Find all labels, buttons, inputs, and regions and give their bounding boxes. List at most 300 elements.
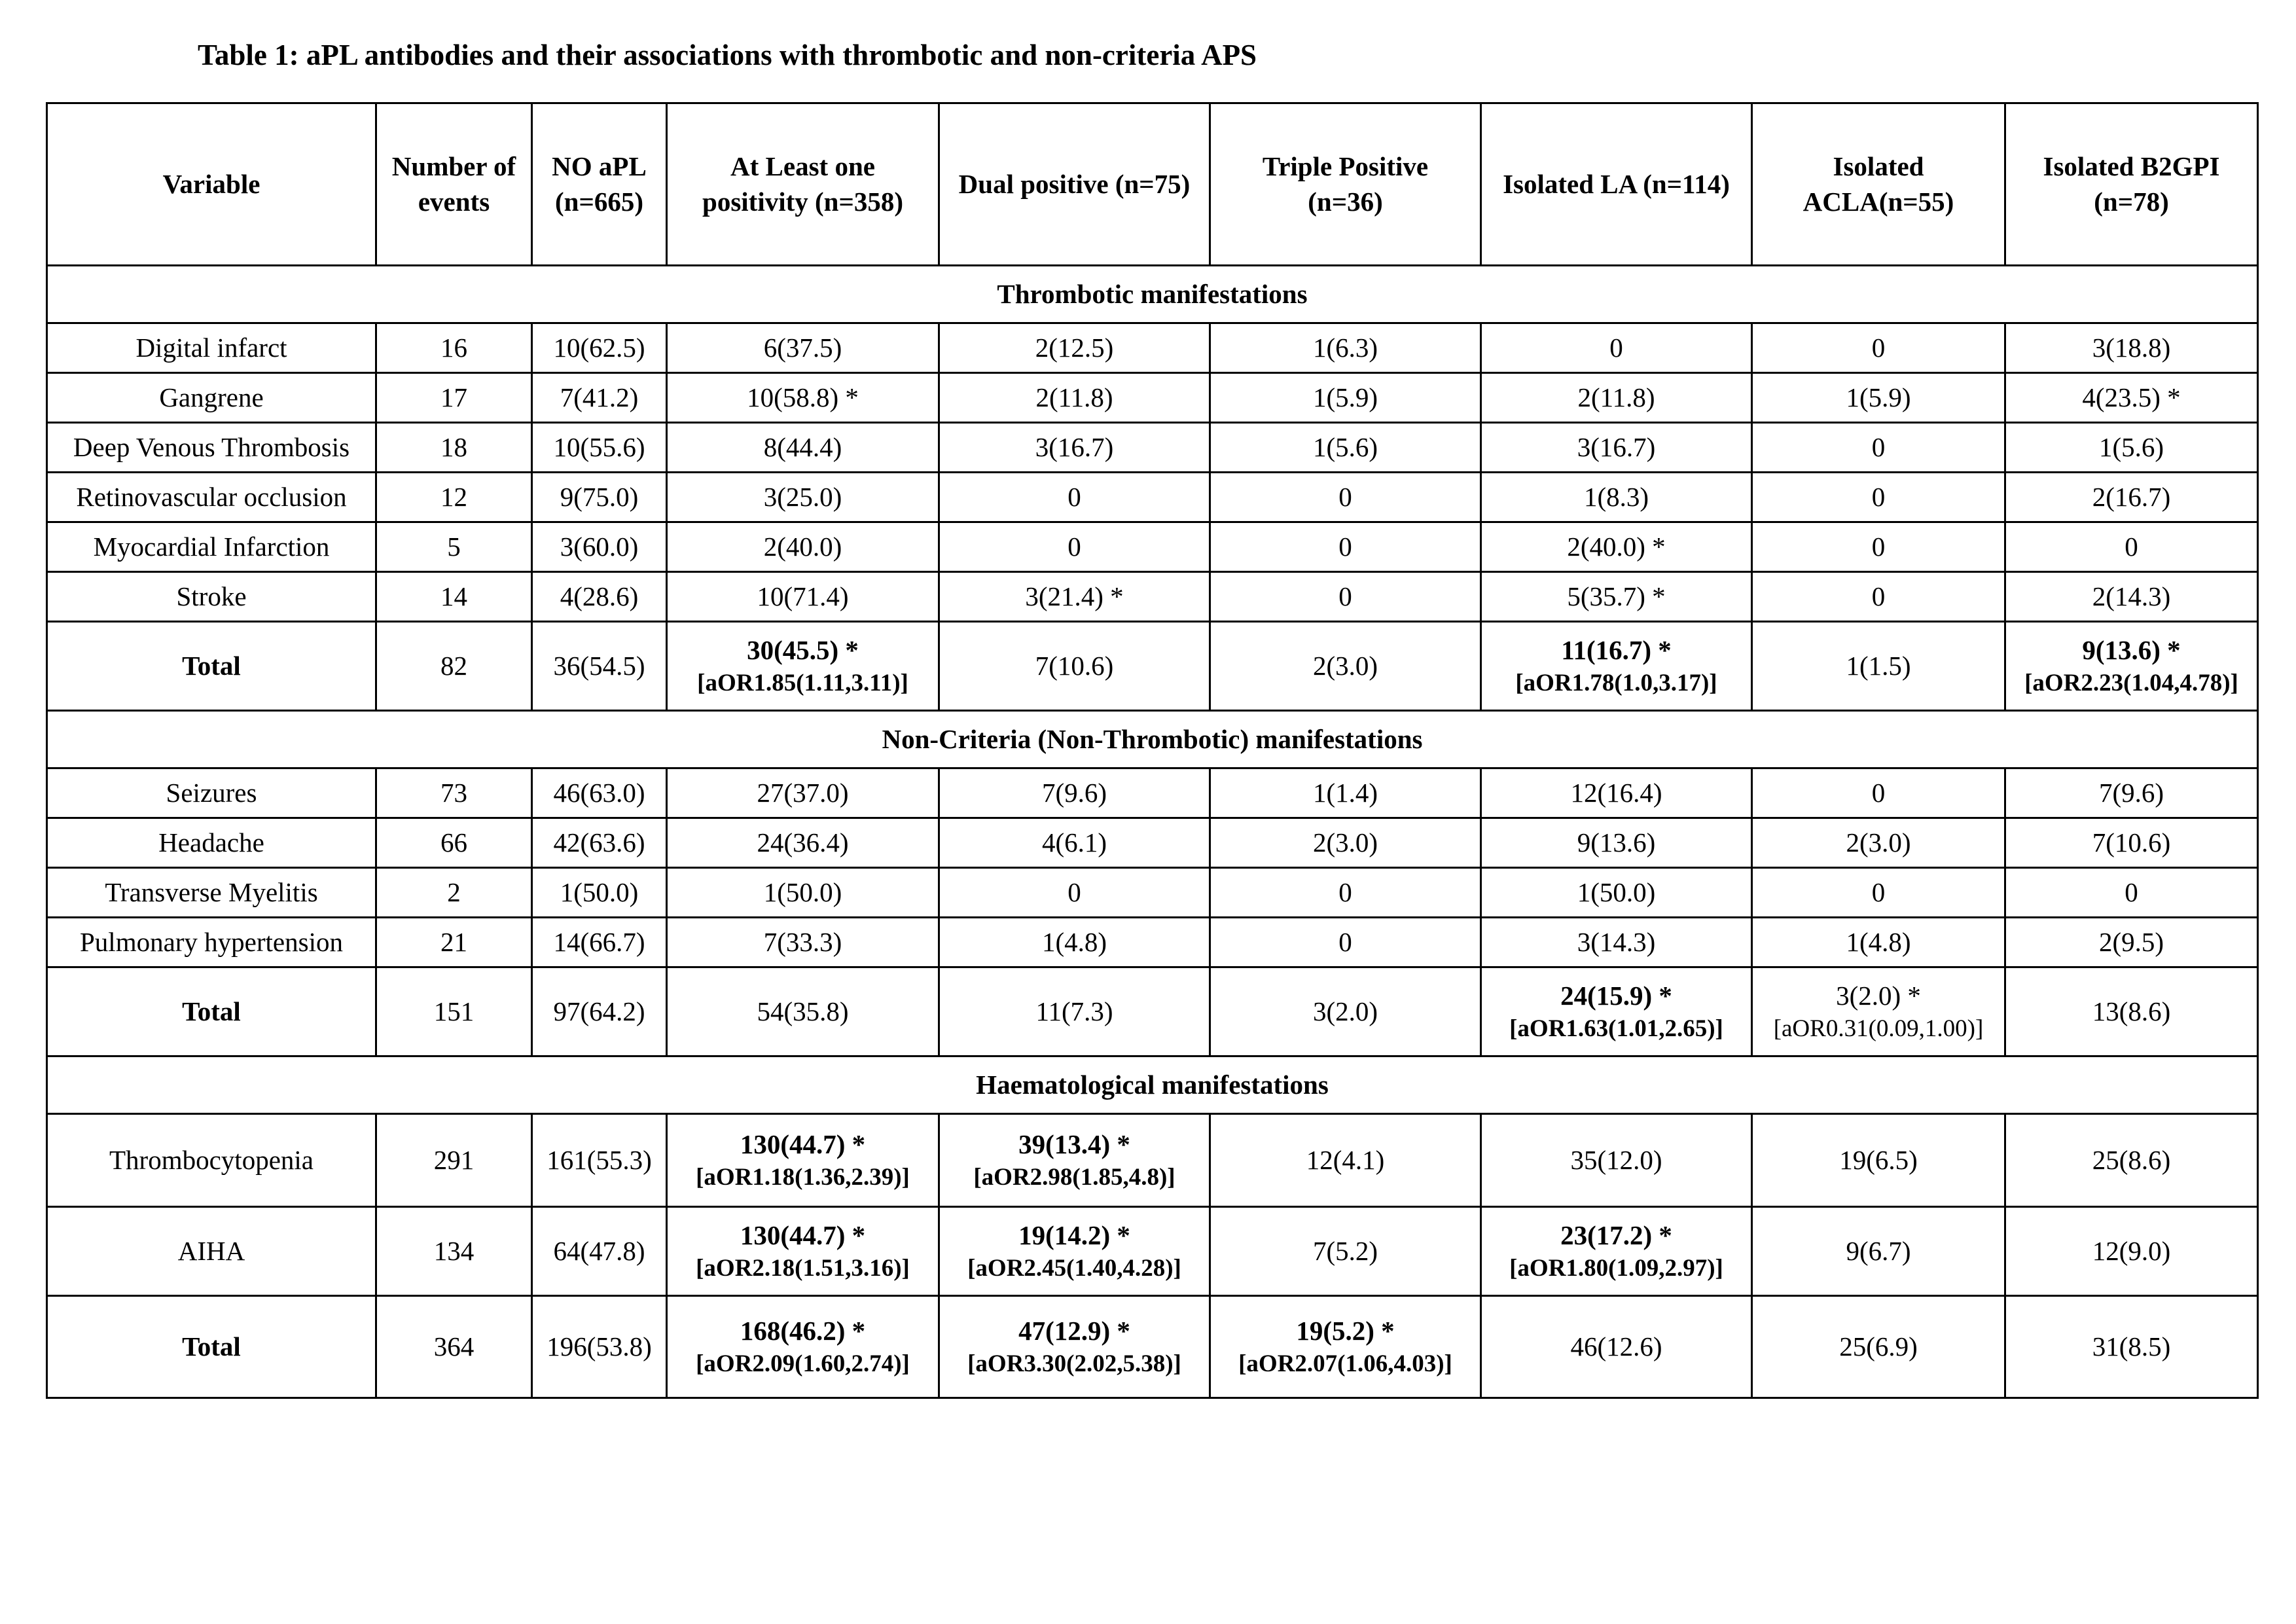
table-cell (1210, 1114, 1481, 1207)
adjusted-odds-ratio: [aOR2.23(1.04,4.78)] (2024, 670, 2238, 697)
cell-value: 3(25.0) (763, 481, 842, 512)
cell-value: 30(45.5) * (747, 634, 859, 665)
row-label (47, 323, 376, 373)
cell-value: 0 (1871, 876, 1886, 907)
cell-value: 2(12.5) (1035, 332, 1114, 363)
column-header (2005, 103, 2258, 266)
cell-value: 0 (1338, 876, 1352, 907)
cell-value: 3(14.3) (1577, 926, 1656, 957)
table-cell (1481, 1207, 1752, 1296)
table-cell (1752, 818, 2005, 868)
table-cell (1752, 868, 2005, 918)
table-cell (667, 967, 939, 1056)
table-cell (2005, 622, 2258, 711)
cell-value: 3(16.7) (1035, 431, 1114, 462)
table-cell (1210, 473, 1481, 522)
table-cell (667, 373, 939, 423)
cell-value: 130(44.7) * (740, 1128, 866, 1159)
cell-value: 2(40.0) (763, 531, 842, 562)
adjusted-odds-ratio: [aOR2.98(1.85,4.8)] (973, 1164, 1175, 1191)
table-cell (1210, 918, 1481, 967)
cell-value: 1(50.0) (560, 876, 639, 907)
table-cell (667, 522, 939, 572)
table-cell (1752, 323, 2005, 373)
table-cell (1481, 323, 1752, 373)
cell-value: 1(5.6) (1312, 431, 1378, 462)
table-cell (667, 1114, 939, 1207)
adjusted-odds-ratio: [aOR1.80(1.09,2.97)] (1509, 1255, 1723, 1282)
cell-value: 1(4.8) (1041, 926, 1107, 957)
table-cell (1752, 967, 2005, 1056)
cell-value: 9(13.6) * (2082, 634, 2181, 665)
table-cell (667, 1296, 939, 1398)
table-cell (376, 818, 532, 868)
row-label (47, 572, 376, 622)
table-cell (939, 423, 1210, 473)
table-cell (376, 967, 532, 1056)
table-cell (939, 967, 1210, 1056)
table-cell (1481, 622, 1752, 711)
table-cell (1481, 918, 1752, 967)
table-cell (1210, 622, 1481, 711)
cell-value: Retinovascular occlusion (76, 481, 347, 512)
table-cell (1210, 868, 1481, 918)
table-cell (667, 622, 939, 711)
table-cell (1752, 768, 2005, 818)
row-label (47, 1207, 376, 1296)
column-header-line: Variable (162, 168, 260, 199)
column-header (1210, 103, 1481, 266)
cell-value: 24(36.4) (757, 827, 849, 857)
cell-value: 5 (447, 531, 461, 562)
cell-value: 23(17.2) * (1560, 1219, 1672, 1250)
row-label (47, 473, 376, 522)
cell-value: 4(6.1) (1041, 827, 1107, 857)
row-label (47, 918, 376, 967)
table-cell (1481, 423, 1752, 473)
cell-value: 7(9.6) (1041, 777, 1107, 808)
table-cell (376, 1207, 532, 1296)
cell-value: 73 (440, 777, 467, 808)
table-cell (376, 768, 532, 818)
section-header-row (47, 1056, 2258, 1114)
adjusted-odds-ratio: [aOR1.85(1.11,3.11)] (697, 670, 908, 697)
cell-value: 25(8.6) (2092, 1144, 2171, 1175)
section-title: Thrombotic manifestations (47, 266, 2258, 323)
cell-value: 2(3.0) (1846, 827, 1911, 857)
cell-value: 14(66.7) (553, 926, 645, 957)
cell-value: 10(55.6) (553, 431, 645, 462)
table-cell (376, 323, 532, 373)
table-cell (532, 818, 667, 868)
column-header (1481, 103, 1752, 266)
cell-value: Pulmonary hypertension (80, 926, 343, 957)
table-cell (939, 572, 1210, 622)
cell-value: 364 (433, 1331, 475, 1362)
cell-value: 1(8.3) (1583, 481, 1649, 512)
column-header-line: (n=36) (1308, 186, 1383, 217)
column-header-line: (n=665) (555, 186, 643, 217)
cell-value: 19(6.5) (1839, 1144, 1918, 1175)
cell-value: 0 (1067, 876, 1081, 907)
table-cell (1210, 768, 1481, 818)
cell-value: 12(9.0) (2092, 1235, 2171, 1266)
table-row (47, 373, 2258, 423)
cell-value: 18 (440, 431, 467, 462)
table-cell (2005, 1296, 2258, 1398)
table-cell (939, 373, 1210, 423)
cell-value: 25(6.9) (1839, 1331, 1918, 1362)
table-row (47, 1296, 2258, 1398)
cell-value: 0 (1871, 481, 1886, 512)
adjusted-odds-ratio: [aOR1.18(1.36,2.39)] (696, 1164, 910, 1191)
cell-value: 9(13.6) (1577, 827, 1656, 857)
cell-value: 1(1.4) (1312, 777, 1378, 808)
cell-value: 130(44.7) * (740, 1219, 866, 1250)
table-cell (939, 818, 1210, 868)
cell-value: 0 (1871, 431, 1886, 462)
section-title: Haematological manifestations (47, 1056, 2258, 1114)
cell-value: 6(37.5) (763, 332, 842, 363)
table-row (47, 522, 2258, 572)
cell-value: 2(16.7) (2092, 481, 2171, 512)
table-cell (1210, 323, 1481, 373)
column-header-line: positivity (n=358) (702, 186, 903, 217)
cell-value: Thrombocytopenia (109, 1144, 314, 1175)
table-cell (939, 1114, 1210, 1207)
cell-value: 1(50.0) (1577, 876, 1656, 907)
section-header-row (47, 711, 2258, 768)
table-cell (532, 1296, 667, 1398)
cell-value: Seizures (166, 777, 257, 808)
cell-value: 0 (1338, 481, 1352, 512)
cell-value: 4(28.6) (560, 581, 639, 611)
cell-value: 46(63.0) (553, 777, 645, 808)
cell-value: Transverse Myelitis (105, 876, 318, 907)
table-row (47, 818, 2258, 868)
cell-value: 3(2.0) (1312, 996, 1378, 1026)
cell-value: 12(16.4) (1570, 777, 1662, 808)
cell-value: 7(41.2) (560, 382, 639, 412)
table-cell (376, 1114, 532, 1207)
adjusted-odds-ratio: [aOR1.63(1.01,2.65)] (1509, 1015, 1723, 1043)
table-row (47, 1207, 2258, 1296)
table-cell (2005, 1207, 2258, 1296)
table-title: Table 1: aPL antibodies and their associations with thrombotic and non-criteria APS (198, 39, 1257, 71)
row-label (47, 622, 376, 711)
cell-value: 3(21.4) * (1025, 581, 1124, 611)
adjusted-odds-ratio: [aOR3.30(2.02,5.38)] (967, 1350, 1181, 1378)
cell-value: 7(10.6) (1035, 650, 1114, 681)
table-cell (532, 473, 667, 522)
table-row (47, 918, 2258, 967)
column-header (47, 103, 376, 266)
table-cell (532, 967, 667, 1056)
table-cell (1752, 1296, 2005, 1398)
cell-value: 0 (1338, 581, 1352, 611)
cell-value: 12(4.1) (1306, 1144, 1385, 1175)
cell-value: 3(16.7) (1577, 431, 1656, 462)
table-cell (376, 622, 532, 711)
cell-value: 0 (1871, 581, 1886, 611)
cell-value: Total (182, 1331, 241, 1362)
cell-value: 2(9.5) (2098, 926, 2164, 957)
column-header-line: Triple Positive (1262, 151, 1429, 182)
cell-value: 134 (433, 1235, 475, 1266)
table-row (47, 473, 2258, 522)
table-cell (532, 323, 667, 373)
table-cell (939, 473, 1210, 522)
table-body (47, 266, 2258, 1398)
table-row (47, 323, 2258, 373)
cell-value: 2(3.0) (1312, 650, 1378, 681)
column-header (1752, 103, 2005, 266)
table-cell (939, 1296, 1210, 1398)
table-cell (376, 572, 532, 622)
cell-value: 0 (1067, 481, 1081, 512)
table-cell (2005, 868, 2258, 918)
cell-value: 0 (2125, 531, 2138, 562)
table-cell (2005, 918, 2258, 967)
table-cell (2005, 473, 2258, 522)
cell-value: 11(16.7) * (1561, 634, 1672, 665)
cell-value: 0 (1609, 332, 1623, 363)
table-cell (939, 323, 1210, 373)
cell-value: 151 (433, 996, 475, 1026)
cell-value: 2(3.0) (1312, 827, 1378, 857)
cell-value: 5(35.7) * (1567, 581, 1666, 611)
column-header (376, 103, 532, 266)
row-label (47, 768, 376, 818)
cell-value: 161(55.3) (547, 1144, 652, 1175)
cell-value: 1(6.3) (1312, 332, 1378, 363)
table-cell (376, 918, 532, 967)
table-cell (1481, 473, 1752, 522)
row-label (47, 1114, 376, 1207)
cell-value: 3(2.0) * (1836, 980, 1921, 1011)
cell-value: 46(12.6) (1570, 1331, 1662, 1362)
adjusted-odds-ratio: [aOR2.09(1.60,2.74)] (696, 1350, 910, 1378)
cell-value: 8(44.4) (763, 431, 842, 462)
cell-value: Total (182, 650, 241, 681)
cell-value: 16 (440, 332, 467, 363)
table-cell (1210, 1296, 1481, 1398)
cell-value: 168(46.2) * (740, 1315, 866, 1346)
section-title: Non-Criteria (Non-Thrombotic) manifestations (47, 711, 2258, 768)
adjusted-odds-ratio: [aOR0.31(0.09,1.00)] (1773, 1015, 1984, 1043)
cell-value: 31(8.5) (2092, 1331, 2171, 1362)
table-row (47, 1114, 2258, 1207)
table-cell (1210, 818, 1481, 868)
cell-value: Digital infarct (135, 332, 287, 363)
table-cell (1752, 423, 2005, 473)
table-cell (667, 868, 939, 918)
cell-value: 0 (1871, 777, 1886, 808)
cell-value: Stroke (176, 581, 247, 611)
cell-value: 19(5.2) * (1296, 1315, 1395, 1346)
adjusted-odds-ratio: [aOR2.45(1.40,4.28)] (967, 1255, 1181, 1282)
cell-value: 13(8.6) (2092, 996, 2171, 1026)
table-cell (667, 473, 939, 522)
cell-value: 7(10.6) (2092, 827, 2171, 857)
table-cell (2005, 373, 2258, 423)
table-cell (1752, 572, 2005, 622)
column-header (532, 103, 667, 266)
cell-value: 0 (1338, 531, 1352, 562)
table-cell (2005, 967, 2258, 1056)
cell-value: 4(23.5) * (2082, 382, 2181, 412)
table-cell (532, 918, 667, 967)
column-header-line: ACLA(n=55) (1803, 186, 1954, 217)
adjusted-odds-ratio: [aOR2.07(1.06,4.03)] (1238, 1350, 1452, 1378)
column-header-line: Isolated (1833, 151, 1924, 182)
cell-value: 10(62.5) (553, 332, 645, 363)
table-cell (667, 1207, 939, 1296)
table-row (47, 572, 2258, 622)
table-cell (1481, 1296, 1752, 1398)
column-header-line: Dual positive (n=75) (958, 168, 1191, 199)
table-cell (1481, 818, 1752, 868)
table-cell (1481, 967, 1752, 1056)
table-cell (532, 868, 667, 918)
table-cell (376, 473, 532, 522)
cell-value: 19(14.2) * (1018, 1219, 1130, 1250)
cell-value: AIHA (177, 1235, 245, 1266)
table-cell (532, 522, 667, 572)
row-label (47, 967, 376, 1056)
table-cell (1481, 868, 1752, 918)
cell-value: 1(5.9) (1846, 382, 1911, 412)
row-label (47, 868, 376, 918)
cell-value: 7(9.6) (2098, 777, 2164, 808)
cell-value: 0 (1338, 926, 1352, 957)
table-row (47, 868, 2258, 918)
cell-value: 97(64.2) (553, 996, 645, 1026)
cell-value: Gangrene (159, 382, 264, 412)
column-header (939, 103, 1210, 266)
table-cell (2005, 818, 2258, 868)
cell-value: 14 (440, 581, 467, 611)
table-cell (532, 572, 667, 622)
cell-value: Myocardial Infarction (93, 531, 330, 562)
cell-value: 7(33.3) (763, 926, 842, 957)
cell-value: 1(4.8) (1846, 926, 1911, 957)
table-cell (532, 768, 667, 818)
cell-value: 1(50.0) (763, 876, 842, 907)
table-cell (1752, 522, 2005, 572)
cell-value: 10(71.4) (757, 581, 849, 611)
cell-value: 0 (1871, 332, 1886, 363)
table-cell (2005, 572, 2258, 622)
cell-value: Deep Venous Thrombosis (73, 431, 350, 462)
cell-value: 1(1.5) (1846, 650, 1911, 681)
table-cell (667, 423, 939, 473)
cell-value: Headache (158, 827, 264, 857)
column-header (667, 103, 939, 266)
table-row (47, 423, 2258, 473)
table-cell (2005, 1114, 2258, 1207)
row-label (47, 1296, 376, 1398)
table-cell (1752, 473, 2005, 522)
table-cell (939, 622, 1210, 711)
cell-value: 0 (2125, 876, 2138, 907)
table-cell (1752, 373, 2005, 423)
cell-value: 0 (1871, 531, 1886, 562)
table-cell (532, 1114, 667, 1207)
table-row (47, 622, 2258, 711)
table-cell (1210, 373, 1481, 423)
header-row (47, 103, 2258, 266)
row-label (47, 522, 376, 572)
table-cell (532, 423, 667, 473)
table-cell (1752, 918, 2005, 967)
table-cell (939, 868, 1210, 918)
cell-value: 47(12.9) * (1018, 1315, 1130, 1346)
cell-value: 2(14.3) (2092, 581, 2171, 611)
column-header-line: At Least one (730, 151, 875, 182)
column-header-line: NO aPL (552, 151, 647, 182)
column-header-line: Isolated B2GPI (2043, 151, 2220, 182)
table-cell (2005, 323, 2258, 373)
table-cell (939, 768, 1210, 818)
cell-value: 27(37.0) (757, 777, 849, 808)
cell-value: 39(13.4) * (1018, 1128, 1130, 1159)
table-cell (2005, 768, 2258, 818)
cell-value: 3(18.8) (2092, 332, 2171, 363)
cell-value: 11(7.3) (1035, 996, 1113, 1026)
table-cell (1481, 1114, 1752, 1207)
column-header-line: events (418, 186, 490, 217)
cell-value: 0 (1067, 531, 1081, 562)
table-cell (2005, 522, 2258, 572)
row-label (47, 818, 376, 868)
table-cell (1752, 622, 2005, 711)
section-header-row (47, 266, 2258, 323)
cell-value: 2(40.0) * (1567, 531, 1666, 562)
table-cell (1210, 572, 1481, 622)
cell-value: 9(6.7) (1846, 1235, 1911, 1266)
table-cell (1210, 1207, 1481, 1296)
table-cell (1481, 373, 1752, 423)
table-cell (376, 522, 532, 572)
cell-value: 2 (447, 876, 461, 907)
cell-value: 9(75.0) (560, 481, 639, 512)
table-cell (1481, 522, 1752, 572)
table-cell (667, 768, 939, 818)
table-cell (1481, 572, 1752, 622)
cell-value: 3(60.0) (560, 531, 639, 562)
table-cell (1752, 1114, 2005, 1207)
table-cell (1210, 423, 1481, 473)
cell-value: 291 (433, 1144, 475, 1175)
cell-value: 35(12.0) (1570, 1144, 1662, 1175)
cell-value: 24(15.9) * (1560, 980, 1672, 1011)
table-cell (376, 1296, 532, 1398)
cell-value: Total (182, 996, 241, 1026)
table-row (47, 967, 2258, 1056)
cell-value: 42(63.6) (553, 827, 645, 857)
table-cell (667, 918, 939, 967)
cell-value: 82 (440, 650, 467, 681)
cell-value: 64(47.8) (553, 1235, 645, 1266)
table-cell (1752, 1207, 2005, 1296)
cell-value: 66 (440, 827, 467, 857)
table-cell (376, 423, 532, 473)
table-cell (532, 622, 667, 711)
cell-value: 21 (440, 926, 467, 957)
column-header-line: Number of (391, 151, 516, 182)
table-cell (939, 522, 1210, 572)
